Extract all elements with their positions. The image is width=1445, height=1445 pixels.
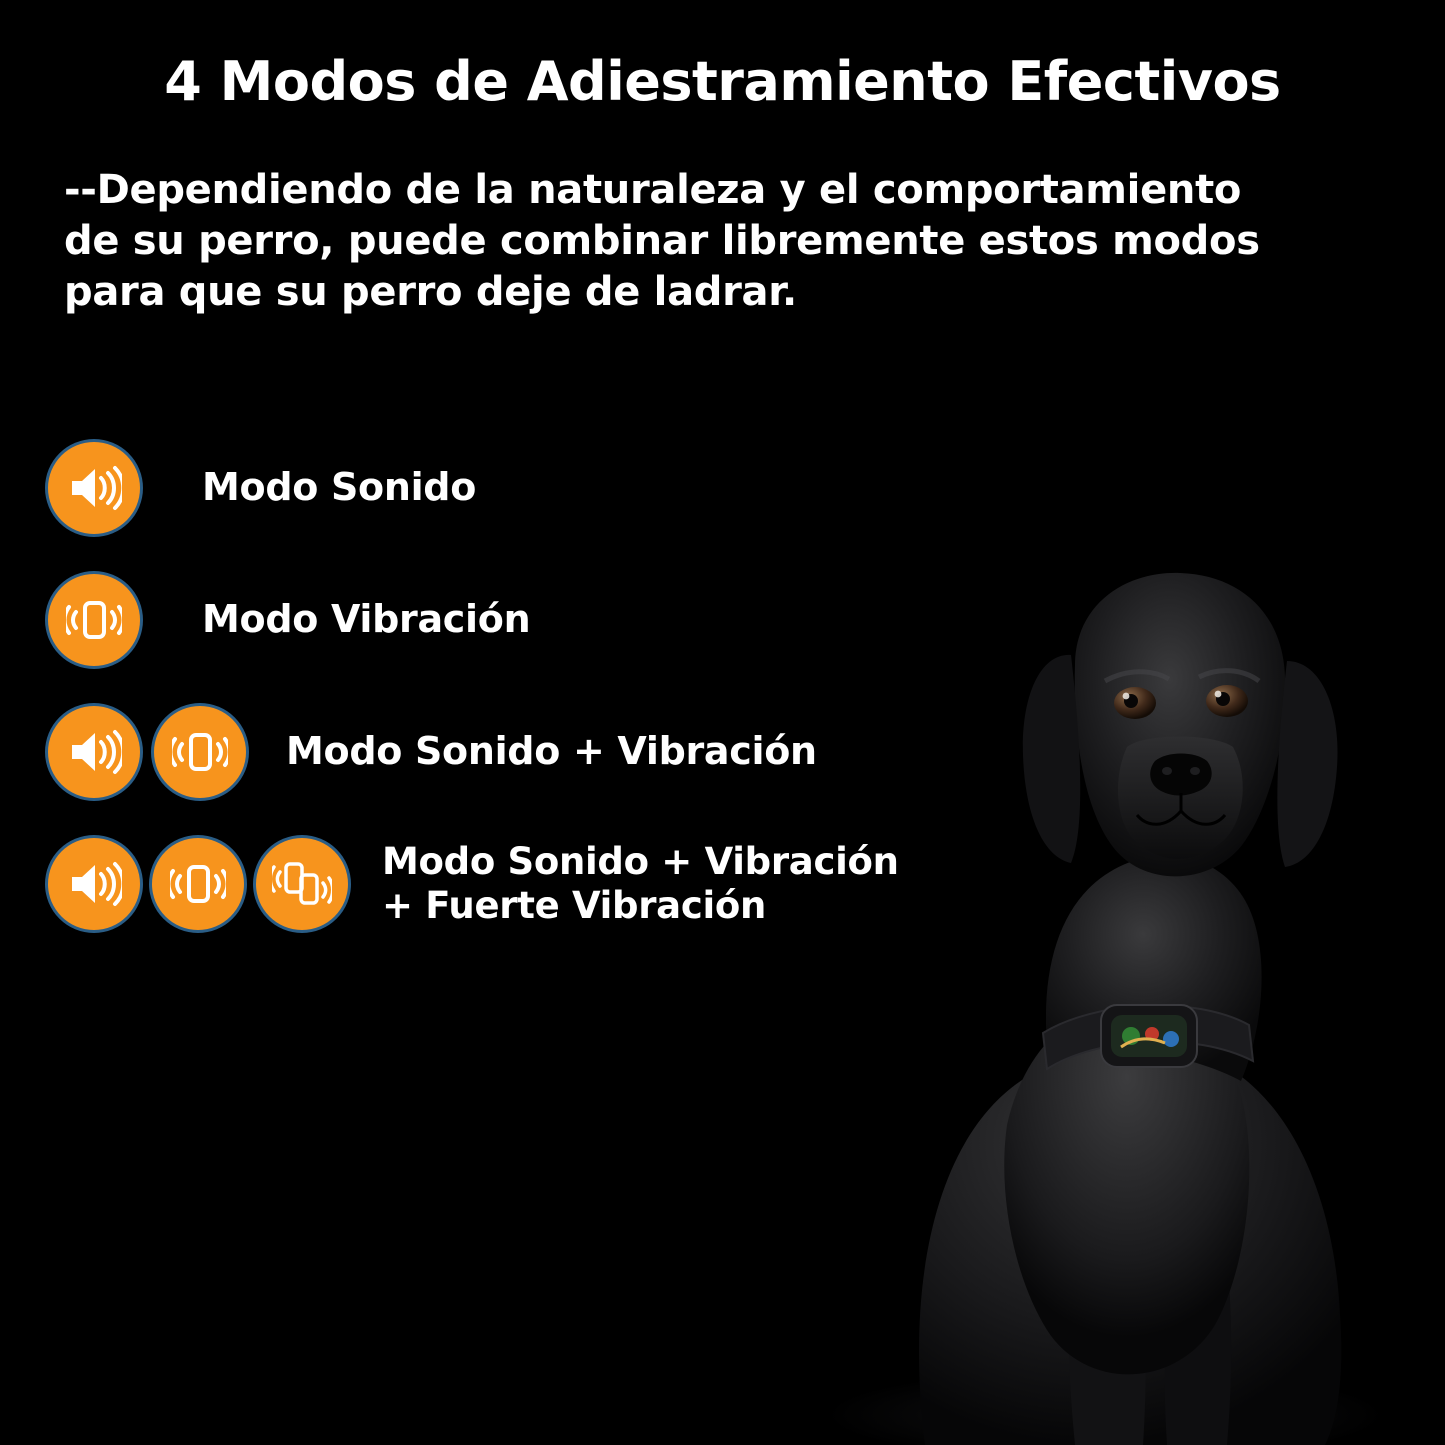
sound-wave-icon	[48, 838, 140, 930]
mode-label: Modo Vibración	[202, 597, 531, 642]
strong-vibration-icon	[256, 838, 348, 930]
vibration-icon	[152, 838, 244, 930]
subtitle-text: --Dependiendo de la naturaleza y el comportamiento de su perro, puede combinar libremente estos modos para que su perro deje de ladrar.	[64, 167, 1260, 316]
mode-label: Modo Sonido	[202, 465, 477, 510]
mode-row	[48, 572, 998, 668]
icon-group	[48, 574, 154, 666]
vibration-icon	[154, 706, 246, 798]
page-title: 4 Modos de Adiestramiento Efectivos	[164, 50, 1281, 113]
mode-label: Modo Sonido + Vibración	[286, 729, 817, 774]
mode-label: Modo Sonido + Vibración + Fuerte Vibración	[382, 839, 899, 927]
mode-row	[48, 836, 998, 932]
mode-row	[48, 440, 998, 536]
icon-group	[48, 706, 260, 798]
icon-group	[48, 442, 154, 534]
bark-control-collar-device	[1101, 1005, 1197, 1067]
sound-wave-icon	[48, 442, 140, 534]
vibration-icon	[48, 574, 140, 666]
sound-wave-icon	[48, 706, 140, 798]
mode-row	[48, 704, 998, 800]
modes-list	[48, 440, 998, 968]
icon-group	[48, 838, 360, 930]
